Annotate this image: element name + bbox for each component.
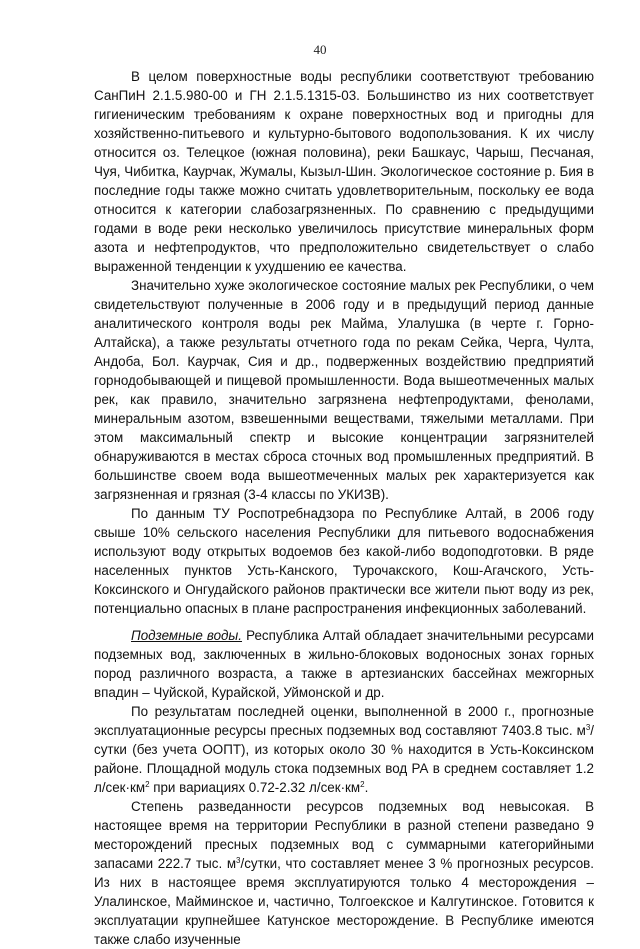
section-heading-groundwater: Подземные воды.	[131, 628, 243, 643]
superscript: 3	[236, 856, 241, 865]
paragraph-groundwater-intro	[94, 626, 594, 702]
paragraph-surface-waters: В целом поверхностные воды республики соответствуют требованию СанПиН 2.1.5.980-00 и ГН 2.1.5.1315-03. Большинство из них соответствует гигиеническим требованиям к охране поверхностных вод и пригодны для хозяйственно-питьевого и культурно-бытового водопользования. К их числу относится оз. Телецкое (южная половина), реки Башкаус, Чарыш, Песчаная, Чуя, Чибитка, Каурчак, Жумалы, Кызыл-Шин. Экологическое состояние р. Бия в последние годы также можно считать удовлетворительным, поскольку ее вода относится к категории слабозагрязненных. По сравнению с предыдущими годами в воде реки несколько увеличилось присутствие минеральных форм азота и нефтепродуктов, что предположительно свидетельствует о слабо выраженной тенденции к ухудшению ее качества.	[94, 69, 594, 274]
text-segment: /сутки, что составляет менее 3 % прогнозных ресурсов. Из них в настоящее время эксплуатируются только 4 месторождения – Улалинское, Майминское и, частично, Толгоекское и Калгутинское. Готовится к эксплуатации крупнейшее Катунское месторождение. В Республике имеются также слабо изученные	[94, 856, 594, 947]
text-segment: при вариациях 0.72-2.32 л/сек·км	[149, 780, 361, 795]
page-number: 40	[313, 42, 327, 57]
paragraph-groundwater-text: Республика Алтай обладает значительными ресурсами подземных вод, заключенных в жильно-блоковых водоносных зонах горных пород различного возраста, а также в артезианских бассейнах межгорных впадин – Чуйской, Курайской, Уймонской и др.	[94, 628, 594, 700]
superscript: 2	[360, 780, 365, 789]
body-text	[94, 67, 594, 949]
superscript: 3	[585, 723, 591, 732]
text-segment: .	[364, 780, 369, 795]
paragraph-groundwater-resources	[94, 702, 594, 797]
superscript: 2	[145, 780, 150, 789]
text-segment: Степень разведанности ресурсов подземных вод невысокая. В настоящее время на территории Республики в разной степени разведано 9 месторождений пресных подземных вод с суммарными категорийными запасами 222.7 тыс. м	[94, 799, 594, 871]
paragraph-small-rivers: Значительно хуже экологическое состояние малых рек Республики, о чем свидетельствуют полученные в 2006 году и в предыдущий период данные аналитического контроля воды рек Майма, Улалушка (в черте г. Горно-Алтайска), а также результаты отчетного года по рекам Сейка, Черга, Чулта, Андоба, Бол. Каурчак, Сия и др., подверженных воздействию предприятий горнодобывающей и пищевой промышленности. Вода вышеотмеченных малых рек, как правило, значительно загрязнена нефтепродуктами, фенолами, минеральным азотом, взвешенными веществами, тяжелыми металлами. При этом максимальный спектр и высокие концентрации загрязнителей обнаруживаются в местах сброса сточных вод промышленных предприятий. В большинстве своем вода вышеотмеченных малых рек характеризуется как загрязненная и грязная (3-4 классы по УКИЗВ).	[94, 278, 594, 502]
text-segment: /сутки (без учета ООПТ), из которых около 30 % находится в Усть-Коксинском районе. Площадной модуль стока подземных вод РА в среднем составляет 1.2 л/сек·км	[94, 723, 594, 795]
paragraph-groundwater-exploration	[94, 797, 594, 949]
text-segment: По результатам последней оценки, выполненной в 2000 г., прогнозные эксплуатационные ресурсы пресных подземных вод составляют 7403.8 тыс. м	[94, 704, 594, 738]
paragraph-rural-water-supply: По данным ТУ Роспотребнадзора по Республике Алтай, в 2006 году свыше 10% сельского населения Республики для питьевого водоснабжения используют воду открытых водоемов без какой-либо водоподготовки. В ряде населенных пунктов Усть-Канского, Турочакского, Кош-Агачского, Усть-Коксинского и Онгудайского районов практически все жители пьют воду из рек, потенциально опасных в плане распространения инфекционных заболеваний.	[94, 506, 594, 616]
